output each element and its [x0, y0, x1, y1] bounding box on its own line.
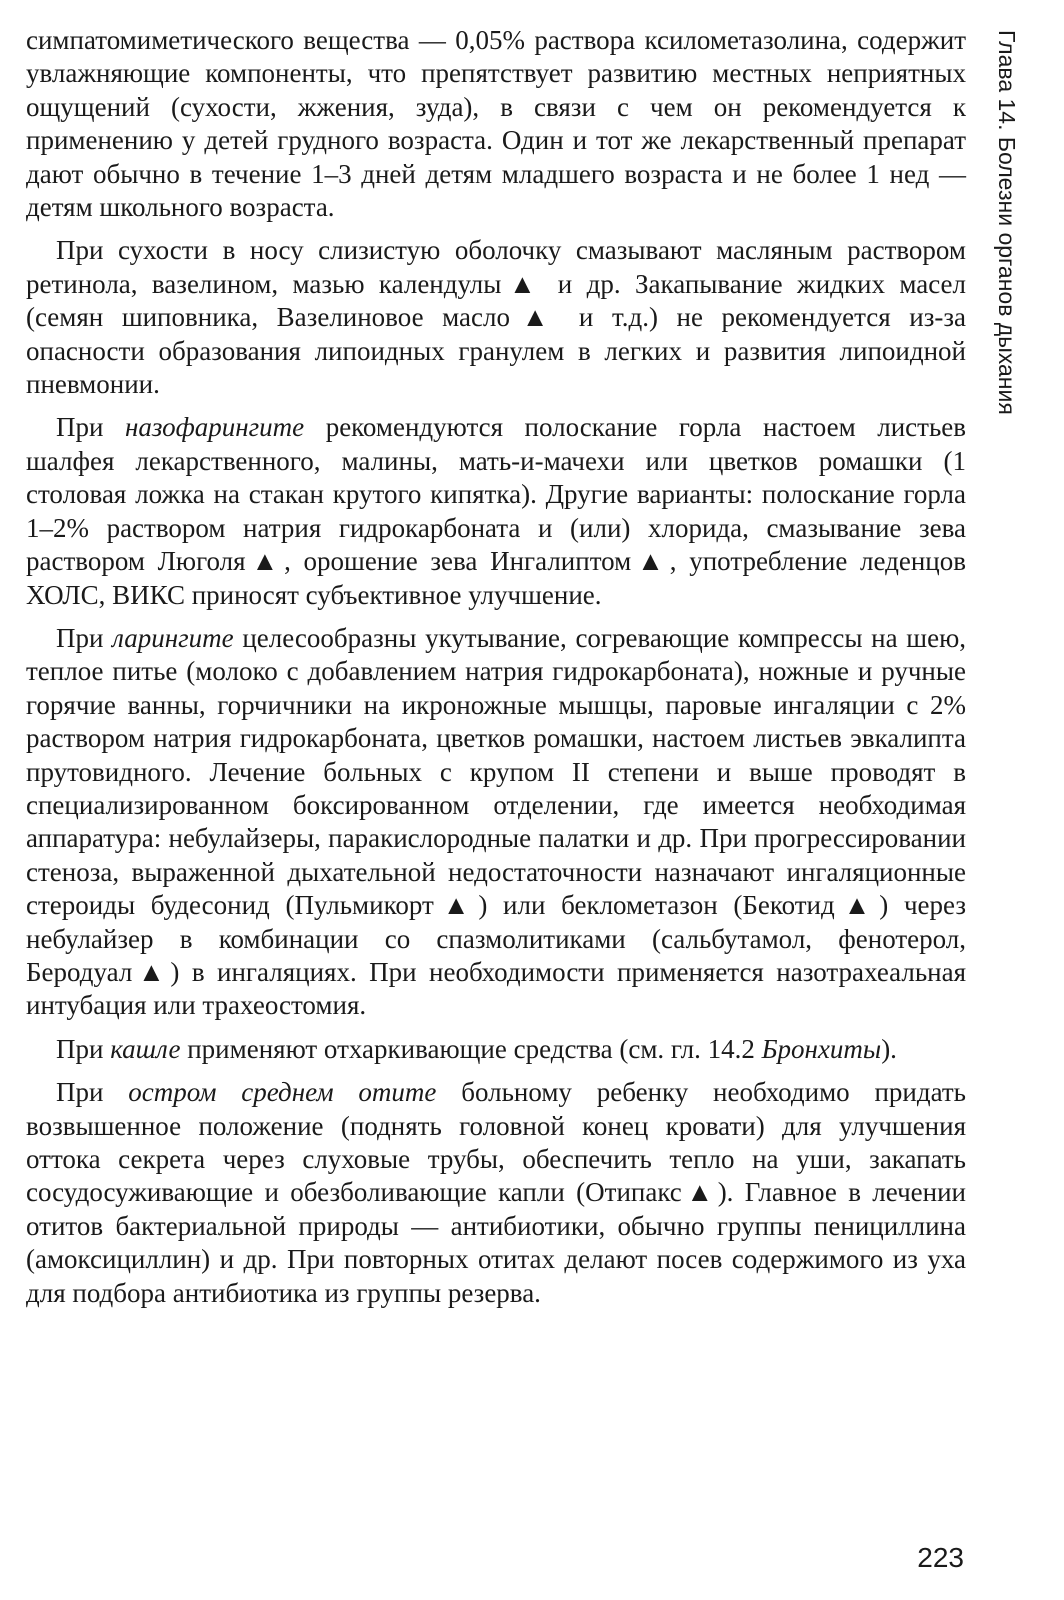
running-head: Глава 14. Болезни органов дыхания: [994, 30, 1020, 415]
paragraph-tail: ).: [881, 1033, 897, 1064]
paragraph-text: При сухости в носу слизистую оболочку смазывают масляным раствором ретинола, вазелином, мазью календулы▲ и др. Закапывание жидких масел (семян шиповника, Вазелиновое масло▲ и т.д.) не рекомендуется из-за опасности образования липоидных гранулем в легких и развития липоидной пневмонии.: [26, 235, 966, 400]
italic-term: назофарингите: [125, 412, 305, 443]
paragraph-dry-nose: [26, 234, 966, 401]
paragraph-lead: При: [56, 412, 125, 443]
italic-term: остром среднем отите: [128, 1077, 437, 1108]
page-body: [26, 24, 966, 1320]
italic-term: ларингите: [112, 622, 234, 653]
paragraph-laryngitis: [26, 622, 966, 1023]
italic-reference: Бронхиты: [761, 1033, 882, 1064]
paragraph-otitis: [26, 1076, 966, 1310]
paragraph-text: рекомендуются полоскание горла настоем листьев шалфея лекарственного, малины, мать-и-мачехи или цветков ромашки (1 столовая ложка на стакан крутого кипятка). Другие варианты: полоскание горла 1–2% раствором натрия гидрокарбоната и (или) хлорида, смазывание зева раствором Люголя▲, орошение зева Ингалиптом▲, употребление леденцов ХОЛС, ВИКС приносят субъективное улучшение.: [26, 412, 966, 610]
paragraph-text: больному ребенку необходимо придать возвышенное положение (поднять головной конец кровати) для улучшения оттока секрета через слуховые трубы, обеспечить тепло на уши, закапать сосудосуживающие и обезболивающие капли (Отипакс▲). Главное в лечении отитов бактериальной природы — антибиотики, обычно группы пенициллина (амоксициллин) и др. При повторных отитах делают посев содержимого из уха для подбора антибиотика из группы резерва.: [26, 1077, 966, 1308]
paragraph-lead: При: [56, 1033, 111, 1064]
paragraph-text: применяют отхаркивающие средства (см. гл. 14.2: [180, 1033, 762, 1064]
paragraph-nasopharyngitis: [26, 411, 966, 611]
page-number: 223: [917, 1542, 964, 1573]
paragraph-text: симпатомиметического вещества — 0,05% раствора ксилометазолина, содержит увлажняющие компоненты, что препятствует развитию местных неприятных ощущений (сухости, жжения, зуда), в связи с чем он рекомендуется к применению у детей грудного возраста. Один и тот же лекарственный препарат дают обычно в течение 1–3 дней детям младшего возраста и не более 1 нед — детям школьного возраста.: [26, 25, 966, 223]
paragraph-text: целесообразны укутывание, согревающие компрессы на шею, теплое питье (молоко с добавлением натрия гидрокарбоната), ножные и ручные горячие ванны, горчичники на икроножные мышцы, паровые ингаляции с 2% раствором натрия гидрокарбоната, цветков ромашки, настоем листьев эвкалипта прутовидного. Лечение больных с крупом II степени и выше проводят в специализированном боксированном отделении, где имеется необходимая аппаратура: небулайзеры, паракислородные палатки и др. При прогрессировании стеноза, выраженной дыхательной недостаточности назначают ингаляционные стероиды будесонид (Пульмикорт▲) или беклометазон (Бекотид▲) через небулайзер в комбинации со спазмолитиками (сальбутамол, фенотерол, Беродуал▲) в ингаляциях. При необходимости применяется назотрахеальная интубация или трахеостомия.: [26, 622, 966, 1021]
italic-term: кашле: [110, 1033, 181, 1064]
paragraph-cough: [26, 1033, 966, 1066]
paragraph-lead: При: [56, 1077, 129, 1108]
paragraph-continuation: [26, 24, 966, 224]
paragraph-lead: При: [56, 622, 113, 653]
